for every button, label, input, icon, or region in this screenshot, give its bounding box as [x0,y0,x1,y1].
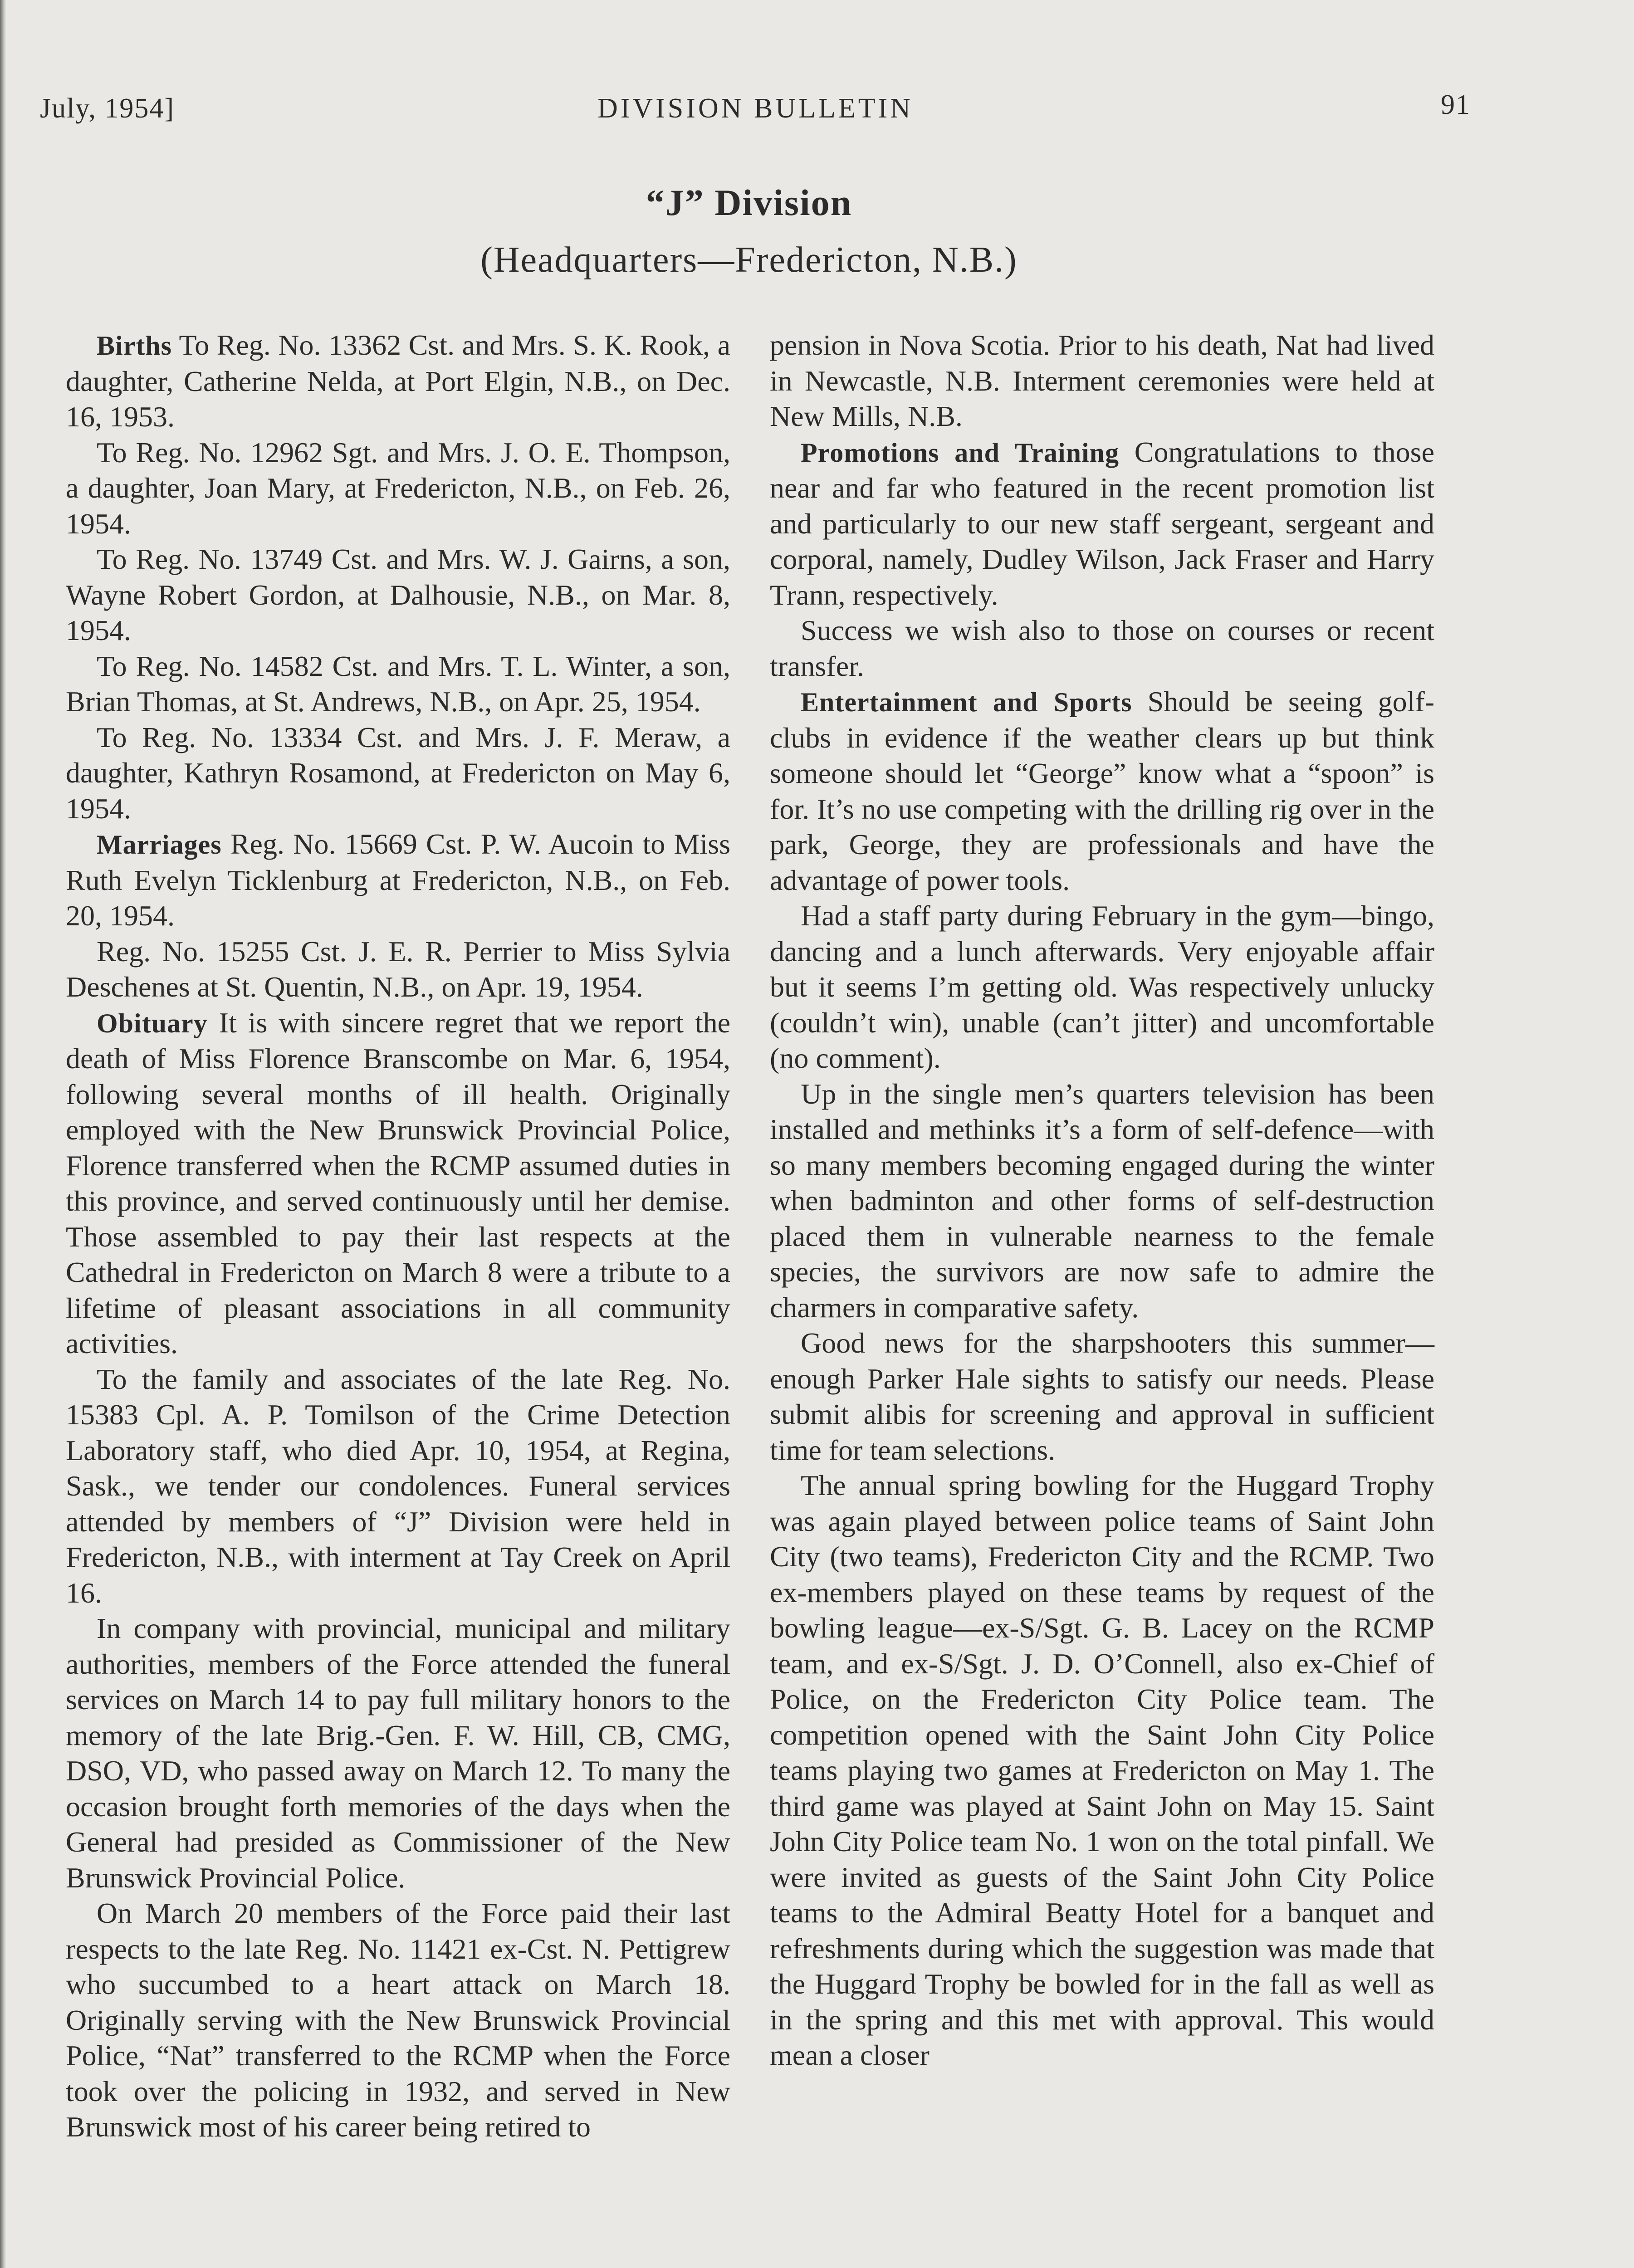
running-header [40,89,1471,125]
paragraph-text: Up in the single men’s quarters television has been installed and methinks it’s a form of self-defence—with so many members becoming engaged during the winter when badminton and other forms of self-destruction placed them in vulnerable nearness to the female species, the survivors are now safe to admire the charmers in comparative safety. [770,1077,1434,1324]
paragraph-lead-in: Births [97,331,172,361]
paragraph [770,898,1434,1076]
paragraph-text: Good news for the sharpshooters this summer—enough Parker Hale sights to satisfy our needs. Please submit alibis for screening and approval in sufficient time for team selections. [770,1327,1434,1466]
paragraph-text: To Reg. No. 14582 Cst. and Mrs. T. L. Winter, a son, Brian Thomas, at St. Andrews, N.B., on Apr. 25, 1954. [66,650,730,718]
paragraph [770,327,1434,435]
paragraph-lead-in: Obituary [97,1008,208,1038]
paragraph [66,934,730,1005]
paragraph [66,720,730,827]
publication-title: DIVISION BULLETIN [597,93,914,124]
paragraph-text: To the family and associates of the late Reg. No. 15383 Cpl. A. P. Tomilson of the Crime Detection Laboratory staff, who died Apr. 10, 1954, at Regina, Sask., we tender our condolences. Funeral services attended by members of “J” Division were held in Fredericton, N.B., with interment at Tay Creek on April 16. [66,1363,730,1609]
paragraph-lead-in: Marriages [97,830,222,860]
paragraph [66,435,730,542]
section-subtitle: (Headquarters—Fredericton, N.B.) [480,240,1018,280]
paragraph [770,1076,1434,1326]
paragraph-lead-in: Entertainment and Sports [801,687,1132,717]
paragraph [66,826,730,934]
paragraph [66,649,730,720]
paragraph-text: Congratulations to those near and far who featured in the recent promotion list and particularly to our new staff sergeant, sergeant and corporal, namely, Dudley Wilson, Jack Fraser and Harry Trann, respectively. [770,435,1434,611]
paragraph-text: Reg. No. 15255 Cst. J. E. R. Perrier to Miss Sylvia Deschenes at St. Quentin, N.B., on Apr. 19, 1954. [66,935,730,1003]
right-column [770,327,1434,2073]
paragraph [66,1005,730,1362]
paragraph-text: Had a staff party during February in the gym—bingo, dancing and a lunch afterwards. Very enjoyable affair but it seems I’m getting old. Was respectively unlucky (couldn’t win), unable (can’t jitter) and uncomfortable (no comment). [770,899,1434,1074]
left-column [66,327,730,2145]
paragraph-lead-in: Promotions and Training [801,437,1119,468]
paragraph [770,1468,1434,2073]
paragraph-text: pension in Nova Scotia. Prior to his death, Nat had lived in Newcastle, N.B. Interment ceremonies were held at New Mills, N.B. [770,329,1434,432]
paragraph-text: In company with provincial, municipal and military authorities, members of the Force attended the funeral services on March 14 to pay full military honors to the memory of the late Brig.-Gen. F. W. Hill, CB, CMG, DSO, VD, who passed away on March 12. To many the occasion brought forth memories of the days when the General had presided as Commissioner of the New Brunswick Provincial Police. [66,1612,730,1894]
paragraph-text: To Reg. No. 13362 Cst. and Mrs. S. K. Rook, a daughter, Catherine Nelda, at Port Elgin, N.B., on Dec. 16, 1953. [66,329,730,433]
paragraph-text: To Reg. No. 13334 Cst. and Mrs. J. F. Meraw, a daughter, Kathryn Rosamond, at Fredericton on May 6, 1954. [66,721,730,825]
paragraph [770,1325,1434,1468]
paragraph-text: It is with sincere regret that we report the death of Miss Florence Branscombe on Mar. 6, 1954, following several months of ill health. Originally employed with the New Brunswick Provincial Police, Florence transferred when the RCMP assumed duties in this province, and served continuously until her demise. Those assembled to pay their last respects at the Cathedral in Fredericton on March 8 were a tribute to a lifetime of pleasant associations in all community activities. [66,1006,730,1359]
paragraph-text: Reg. No. 15669 Cst. P. W. Aucoin to Miss Ruth Evelyn Ticklenburg at Fredericton, N.B., on Feb. 20, 1954. [66,828,730,932]
paragraph-text: To Reg. No. 12962 Sgt. and Mrs. J. O. E. Thompson, a daughter, Joan Mary, at Fredericton, N.B., on Feb. 26, 1954. [66,436,730,540]
section-title: “J” Division [646,182,852,223]
paragraph [66,542,730,649]
paragraph-text: To Reg. No. 13749 Cst. and Mrs. W. J. Gairns, a son, Wayne Robert Gordon, at Dalhousie, N.B., on Mar. 8, 1954. [66,543,730,646]
paragraph-text: Success we wish also to those on courses or recent transfer. [770,614,1434,682]
page-number: 91 [1441,89,1471,120]
paragraph [66,1362,730,1611]
paragraph [770,435,1434,613]
page-edge-shadow [0,0,6,2268]
paragraph-text: On March 20 members of the Force paid their last respects to the late Reg. No. 11421 ex-Cst. N. Pettigrew who succumbed to a heart attack on March 18. Originally serving with the New Brunswick Provincial Police, “Nat” transferred to the RCMP when the Force took over the policing in 1932, and served in New Brunswick most of his career being retired to [66,1897,730,2143]
paragraph [770,613,1434,684]
paragraph [66,327,730,435]
issue-date: July, 1954] [40,93,175,124]
paragraph-text: The annual spring bowling for the Huggard Trophy was again played between police teams of Saint John City (two teams), Fredericton City and the RCMP. Two ex-members played on these teams by request of the bowling league—ex-S/Sgt. G. B. Lacey on the RCMP team, and ex-S/Sgt. J. D. O’Connell, also ex-Chief of Police, on the Fredericton City Police team. The competition opened with the Saint John City Police teams playing two games at Fredericton on May 1. The third game was played at Saint John on May 15. Saint John City Police team No. 1 won on the total pinfall. We were invited as guests of the Saint John City Police teams to the Admiral Beatty Hotel for a banquet and refreshments during which the suggestion was made that the Huggard Trophy be bowled for in the fall as well as in the spring and this met with approval. This would mean a closer [770,1469,1434,2071]
paragraph [770,684,1434,898]
paragraph [66,1611,730,1896]
paragraph-text: Should be seeing golf-clubs in evidence if the weather clears up but think someone should let “George” know what a “spoon” is for. It’s no use competing with the drilling rig over in the park, George, they are professionals and have the advantage of power tools. [770,685,1434,896]
paragraph [66,1896,730,2145]
